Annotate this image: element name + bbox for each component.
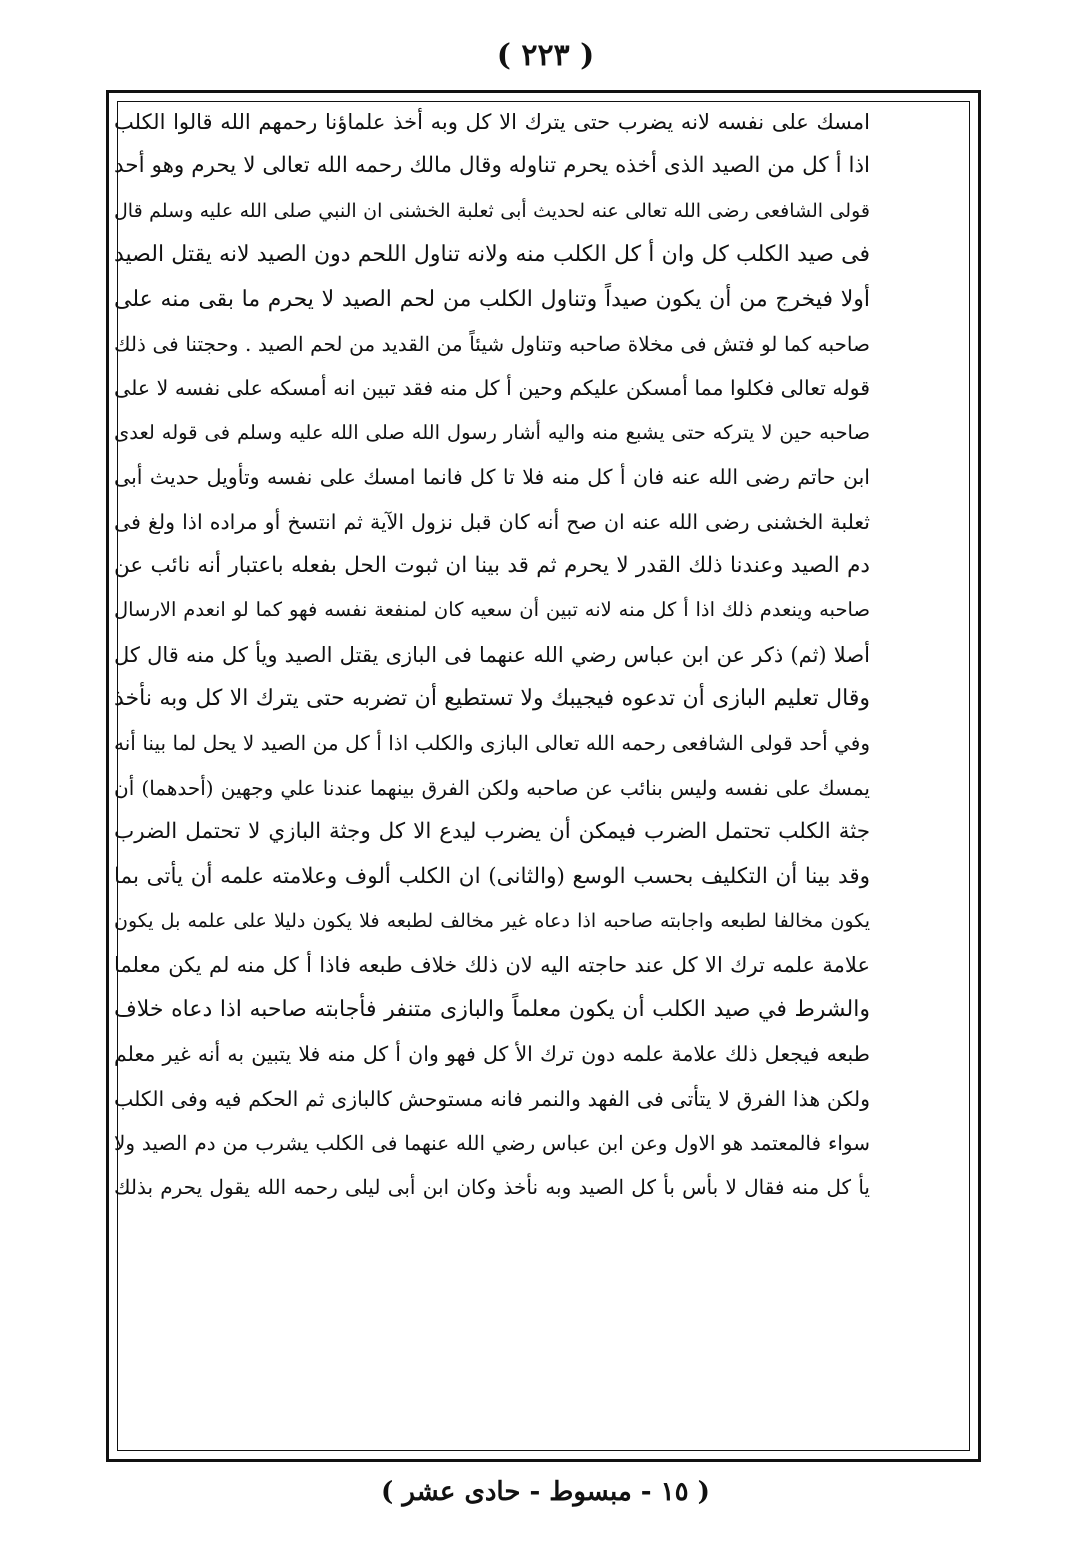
text-line: ابن حاتم رضى الله عنه فان أ كل منه فلا تا كل فانما امسك على نفسه وتأويل حديث أبى	[114, 465, 870, 490]
text-line: اذا أ كل من الصيد الذى أخذه يحرم تناوله وقال مالك رحمه الله تعالى لا يحرم وهو أحد	[114, 153, 870, 179]
text-line: يكون مخالفا لطبعه واجابته صاحبه اذا دعاه غير مخالف لطبعه فلا يكون دليلا على علمه بل يكون	[114, 910, 870, 933]
text-line: يأ كل منه فقال لا بأس بأ كل الصيد وبه نأخذ وكان ابن أبى ليلى رحمه الله يقول يحرم بذلك	[114, 1175, 870, 1200]
text-line: ولكن هذا الفرق لا يتأتى فى الفهد والنمر فانه مستوحش كالبازى ثم الحكم فيه وفى الكلب	[114, 1086, 870, 1111]
text-line: جثة الكلب تحتمل الضرب فيمكن أن يضرب ليدع الا كل وجثة البازي لا تحتمل الضرب	[114, 819, 870, 845]
page-number: ( ٢٢٣ )	[496, 38, 595, 73]
text-line: علامة علمه ترك الا كل عند حاجته اليه لان ذلك خلاف طبعه فاذا أ كل منه لم يكن معلما	[114, 953, 870, 978]
text-line: امسك على نفسه لانه يضرب حتى يترك الا كل وبه أخذ علماؤنا رحمهم الله قالوا الكلب	[114, 110, 870, 134]
text-line: ثعلبة الخشنى رضى الله عنه ان صح أنه كان قبل نزول الآية ثم انتسخ أو مراده اذا ولغ فى	[114, 509, 870, 534]
text-line: صاحبه كما لو فتش فى مخلاة صاحبه وتناول شيئاً من القديد من لحم الصيد . وحجتنا فى ذلك	[114, 331, 870, 356]
text-line: فى صيد الكلب كل وان أ كل الكلب منه ولانه تناول اللحم دون الصيد لانه يقتل الصيد	[114, 242, 870, 268]
text-line: طبعه فيجعل ذلك علامة علمه دون ترك الأ كل فهو وان أ كل منه فلا يتبين به أنه غير معلم	[114, 1042, 870, 1067]
text-line: دم الصيد وعندنا ذلك القدر لا يحرم ثم قد بينا ان ثبوت الحل بفعله باعتبار أنه نائب عن	[114, 552, 870, 578]
text-line: وقد بينا أن التكليف بحسب الوسع (والثانى) ان الكلب ألوف وعلامته علمه أن يأتى بما	[114, 863, 870, 889]
text-line: قوله تعالى فكلوا مما أمسكن عليكم وحين أ كل منه فقد تبين انه أمسكه على نفسه لا على	[114, 376, 870, 401]
text-line: سواء فالمعتمد هو الاول وعن ابن عباس رضي الله عنهما فى الكلب يشرب من دم الصيد ولا	[114, 1130, 870, 1155]
text-line: وفي أحد قولى الشافعى رحمه الله تعالى البازى والكلب اذا أ كل من الصيد لا يحل لما بينا أنه	[114, 731, 870, 756]
text-line: أولا فيخرج من أن يكون صيداً وتناول الكلب من لحم الصيد لا يحرم ما بقى منه على	[114, 286, 870, 312]
text-line: وقال تعليم البازى أن تدعوه فيجيبك ولا تستطيع أن تضربه حتى يترك الا كل وبه نأخذ	[114, 686, 870, 712]
text-line: والشرط في صيد الكلب أن يكون معلماً والبازى متنفر فأجابته صاحبه اذا دعاه خلاف	[114, 996, 870, 1022]
text-line: أصلا (ثم) ذكر عن ابن عباس رضي الله عنهما فى البازى يقتل الصيد ويأ كل منه قال كل	[114, 642, 870, 667]
text-line: صاحبه حين لا يتركه حتى يشبع منه واليه أشار رسول الله صلى الله عليه وسلم فى قوله لعدى	[114, 420, 870, 444]
text-line: يمسك على نفسه وليس بنائب عن صاحبه ولكن الفرق بينهما عندنا علي وجهين (أحدهما) أن	[114, 775, 870, 800]
page-signature: ( ١٥ - مبسوط - حادى عشر )	[381, 1477, 710, 1507]
body-text	[114, 100, 870, 1210]
text-line: قولى الشافعى رضى الله تعالى عنه لحديث أبى ثعلبة الخشنى ان النبي صلى الله عليه وسلم قال	[114, 199, 870, 222]
text-line: صاحبه وينعدم ذلك اذا أ كل منه لانه تبين أن سعيه كان لمنفعة نفسه فهو كما لو انعدم الارسال	[114, 598, 870, 622]
